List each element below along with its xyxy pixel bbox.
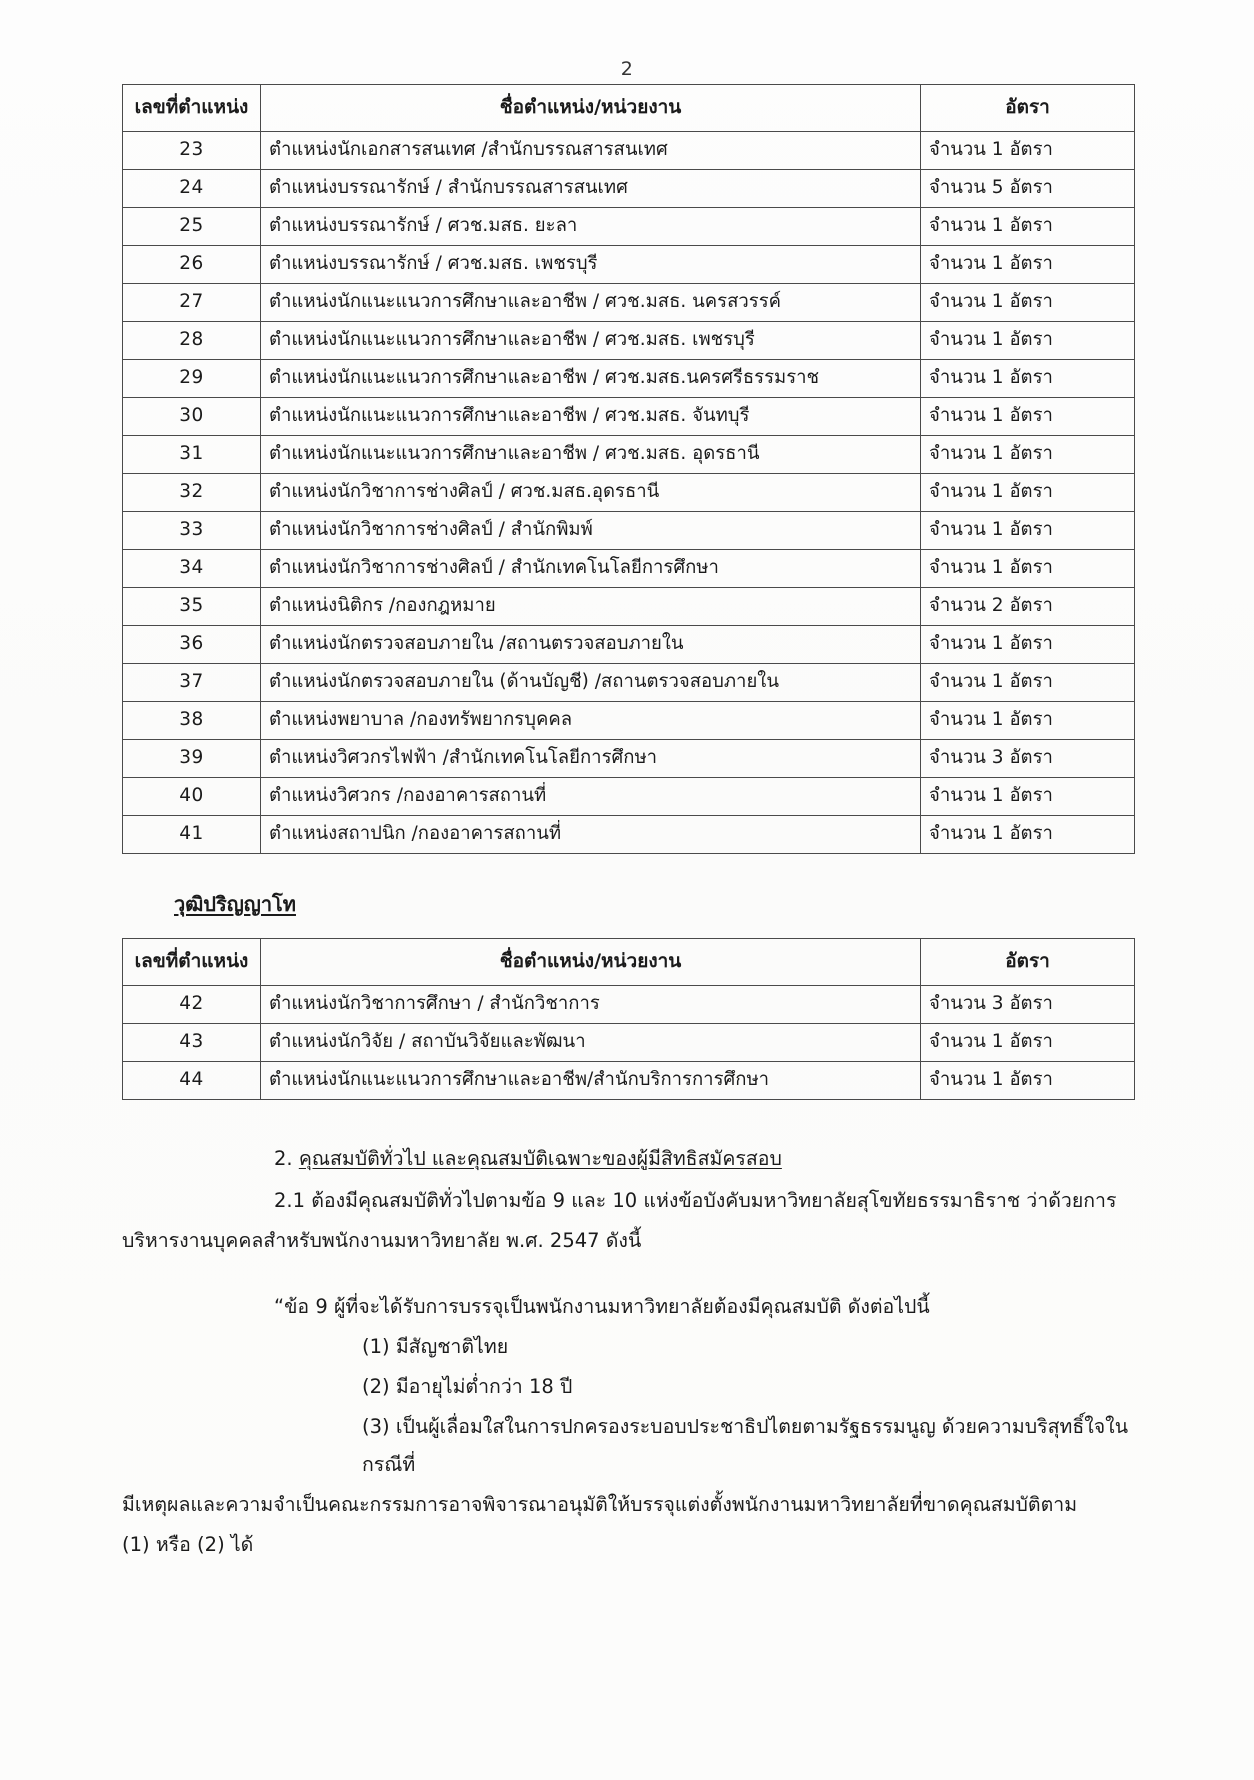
cell-position-name: ตำแหน่งนักวิจัย / สถาบันวิจัยและพัฒนา [261, 1024, 921, 1062]
header-rate: อัตรา [921, 85, 1135, 132]
qualifications-heading [274, 1140, 1134, 1178]
section-heading-master: วุฒิปริญญาโท [174, 892, 296, 916]
cell-position-name: ตำแหน่งนักตรวจสอบภายใน /สถานตรวจสอบภายใน [261, 626, 921, 664]
cell-position-name: ตำแหน่งสถาปนิก /กองอาคารสถานที่ [261, 816, 921, 854]
cell-rate: จำนวน 1 อัตรา [921, 398, 1135, 436]
table-row [123, 284, 1135, 322]
qualifications-heading-text: คุณสมบัติทั่วไป และคุณสมบัติเฉพาะของผู้มีสิทธิสมัครสอบ [298, 1147, 782, 1170]
cell-rate: จำนวน 1 อัตรา [921, 1024, 1135, 1062]
qualifications-heading-number: 2. [274, 1147, 293, 1170]
header-position-number: เลขที่ตำแหน่ง [123, 85, 261, 132]
table-row [123, 816, 1135, 854]
cell-position-number: 42 [123, 986, 261, 1024]
table-row [123, 132, 1135, 170]
cell-rate: จำนวน 1 อัตรา [921, 702, 1135, 740]
cell-position-name: ตำแหน่งนักแนะแนวการศึกษาและอาชีพ / ศวช.มสธ. เพชรบุรี [261, 322, 921, 360]
header-position-name: ชื่อตำแหน่ง/หน่วยงาน [261, 85, 921, 132]
cell-rate: จำนวน 1 อัตรา [921, 208, 1135, 246]
cell-position-name: ตำแหน่งบรรณารักษ์ / ศวช.มสธ. เพชรบุรี [261, 246, 921, 284]
table-row [123, 474, 1135, 512]
cell-position-number: 24 [123, 170, 261, 208]
cell-rate: จำนวน 3 อัตรา [921, 740, 1135, 778]
table-row [123, 740, 1135, 778]
cell-rate: จำนวน 1 อัตรา [921, 512, 1135, 550]
cell-rate: จำนวน 5 อัตรา [921, 170, 1135, 208]
header-position-number: เลขที่ตำแหน่ง [123, 939, 261, 986]
table-row [123, 1062, 1135, 1100]
cell-position-number: 39 [123, 740, 261, 778]
tail-line-2: (1) หรือ (2) ได้ [122, 1533, 254, 1557]
table-row [123, 246, 1135, 284]
cell-position-name: ตำแหน่งบรรณารักษ์ / สำนักบรรณสารสนเทศ [261, 170, 921, 208]
header-position-name: ชื่อตำแหน่ง/หน่วยงาน [261, 939, 921, 986]
cell-rate: จำนวน 2 อัตรา [921, 588, 1135, 626]
cell-position-number: 30 [123, 398, 261, 436]
table-row [123, 778, 1135, 816]
qualifications-section [122, 1140, 1134, 1564]
cell-position-number: 27 [123, 284, 261, 322]
positions-table-master [122, 938, 1135, 1100]
table-row [123, 626, 1135, 664]
cell-position-number: 41 [123, 816, 261, 854]
positions-table-bachelor [122, 84, 1135, 854]
cell-position-number: 43 [123, 1024, 261, 1062]
cell-position-number: 34 [123, 550, 261, 588]
cell-position-name: ตำแหน่งนักวิชาการช่างศิลป์ / สำนักพิมพ์ [261, 512, 921, 550]
section-heading-master-wrapper [122, 854, 1134, 938]
cell-position-name: ตำแหน่งนักแนะแนวการศึกษาและอาชีพ / ศวช.มสธ.นครศรีธรรมราช [261, 360, 921, 398]
cell-rate: จำนวน 1 อัตรา [921, 436, 1135, 474]
cell-position-number: 40 [123, 778, 261, 816]
cell-position-name: ตำแหน่งนักเอกสารสนเทศ /สำนักบรรณสารสนเทศ [261, 132, 921, 170]
cell-position-name: ตำแหน่งนักตรวจสอบภายใน (ด้านบัญชี) /สถานตรวจสอบภายใน [261, 664, 921, 702]
cell-rate: จำนวน 1 อัตรา [921, 322, 1135, 360]
table-row [123, 550, 1135, 588]
cell-rate: จำนวน 1 อัตรา [921, 664, 1135, 702]
cell-position-number: 29 [123, 360, 261, 398]
cell-position-number: 33 [123, 512, 261, 550]
cell-position-number: 38 [123, 702, 261, 740]
cell-rate: จำนวน 1 อัตรา [921, 474, 1135, 512]
quote-intro-line: “ข้อ 9 ผู้ที่จะได้รับการบรรจุเป็นพนักงานมหาวิทยาลัยต้องมีคุณสมบัติ ดังต่อไปนี้ [274, 1295, 930, 1319]
cell-position-number: 32 [123, 474, 261, 512]
table-row [123, 436, 1135, 474]
cell-rate: จำนวน 3 อัตรา [921, 986, 1135, 1024]
quote-item-1: (1) มีสัญชาติไทย [362, 1335, 509, 1359]
para-2-1-line-1: 2.1 ต้องมีคุณสมบัติทั่วไปตามข้อ 9 และ 10 แห่งข้อบังคับมหาวิทยาลัยสุโขทัยธรรมาธิราช ว่าด้วยการ [274, 1189, 1117, 1213]
cell-position-name: ตำแหน่งนักวิชาการศึกษา / สำนักวิชาการ [261, 986, 921, 1024]
cell-position-number: 28 [123, 322, 261, 360]
page-number: 2 [620, 58, 634, 80]
cell-position-name: ตำแหน่งนักวิชาการช่างศิลป์ / สำนักเทคโนโลยีการศึกษา [261, 550, 921, 588]
cell-position-name: ตำแหน่งนิติกร /กองกฎหมาย [261, 588, 921, 626]
cell-position-name: ตำแหน่งวิศวกรไฟฟ้า /สำนักเทคโนโลยีการศึกษา [261, 740, 921, 778]
cell-position-number: 37 [123, 664, 261, 702]
cell-rate: จำนวน 1 อัตรา [921, 550, 1135, 588]
table-row [123, 322, 1135, 360]
para-2-1-line-2: บริหารงานบุคคลสำหรับพนักงานมหาวิทยาลัย พ.ศ. 2547 ดังนี้ [122, 1229, 642, 1253]
table-row [123, 702, 1135, 740]
cell-position-name: ตำแหน่งนักแนะแนวการศึกษาและอาชีพ / ศวช.มสธ. จันทบุรี [261, 398, 921, 436]
cell-position-number: 23 [123, 132, 261, 170]
cell-position-number: 44 [123, 1062, 261, 1100]
cell-position-number: 35 [123, 588, 261, 626]
cell-position-number: 26 [123, 246, 261, 284]
cell-position-name: ตำแหน่งวิศวกร /กองอาคารสถานที่ [261, 778, 921, 816]
cell-position-number: 25 [123, 208, 261, 246]
table-row [123, 512, 1135, 550]
table-header-row [123, 85, 1135, 132]
cell-rate: จำนวน 1 อัตรา [921, 246, 1135, 284]
table-row [123, 360, 1135, 398]
cell-rate: จำนวน 1 อัตรา [921, 778, 1135, 816]
table-row [123, 1024, 1135, 1062]
table-row [123, 170, 1135, 208]
cell-rate: จำนวน 1 อัตรา [921, 816, 1135, 854]
header-rate: อัตรา [921, 939, 1135, 986]
table-row [123, 588, 1135, 626]
cell-position-name: ตำแหน่งนักแนะแนวการศึกษาและอาชีพ / ศวช.มสธ. นครสวรรค์ [261, 284, 921, 322]
cell-rate: จำนวน 1 อัตรา [921, 626, 1135, 664]
cell-position-number: 31 [123, 436, 261, 474]
table-header-row [123, 939, 1135, 986]
cell-rate: จำนวน 1 อัตรา [921, 360, 1135, 398]
table-row [123, 208, 1135, 246]
tail-line-1: มีเหตุผลและความจำเป็นคณะกรรมการอาจพิจารณาอนุมัติให้บรรจุแต่งตั้งพนักงานมหาวิทยาลัยที่ขาดคุณสมบัติตาม [122, 1493, 1078, 1517]
quote-item-3: (3) เป็นผู้เลื่อมใสในการปกครองระบอบประชาธิปไตยตามรัฐธรรมนูญ ด้วยความบริสุทธิ์ใจในกรณีที่ [362, 1415, 1129, 1477]
table-row [123, 664, 1135, 702]
page-content [122, 84, 1134, 1566]
cell-position-name: ตำแหน่งบรรณารักษ์ / ศวช.มสธ. ยะลา [261, 208, 921, 246]
cell-rate: จำนวน 1 อัตรา [921, 132, 1135, 170]
table-row [123, 986, 1135, 1024]
cell-position-name: ตำแหน่งนักแนะแนวการศึกษาและอาชีพ / ศวช.มสธ. อุดรธานี [261, 436, 921, 474]
positions-table-master-body [123, 986, 1135, 1100]
quote-item-2: (2) มีอายุไม่ต่ำกว่า 18 ปี [362, 1375, 573, 1399]
cell-position-name: ตำแหน่งนักวิชาการช่างศิลป์ / ศวช.มสธ.อุดรธานี [261, 474, 921, 512]
cell-position-name: ตำแหน่งนักแนะแนวการศึกษาและอาชีพ/สำนักบริการการศึกษา [261, 1062, 921, 1100]
cell-rate: จำนวน 1 อัตรา [921, 1062, 1135, 1100]
table-row [123, 398, 1135, 436]
cell-position-name: ตำแหน่งพยาบาล /กองทรัพยากรบุคคล [261, 702, 921, 740]
cell-position-number: 36 [123, 626, 261, 664]
cell-rate: จำนวน 1 อัตรา [921, 284, 1135, 322]
positions-table-bachelor-body [123, 132, 1135, 854]
